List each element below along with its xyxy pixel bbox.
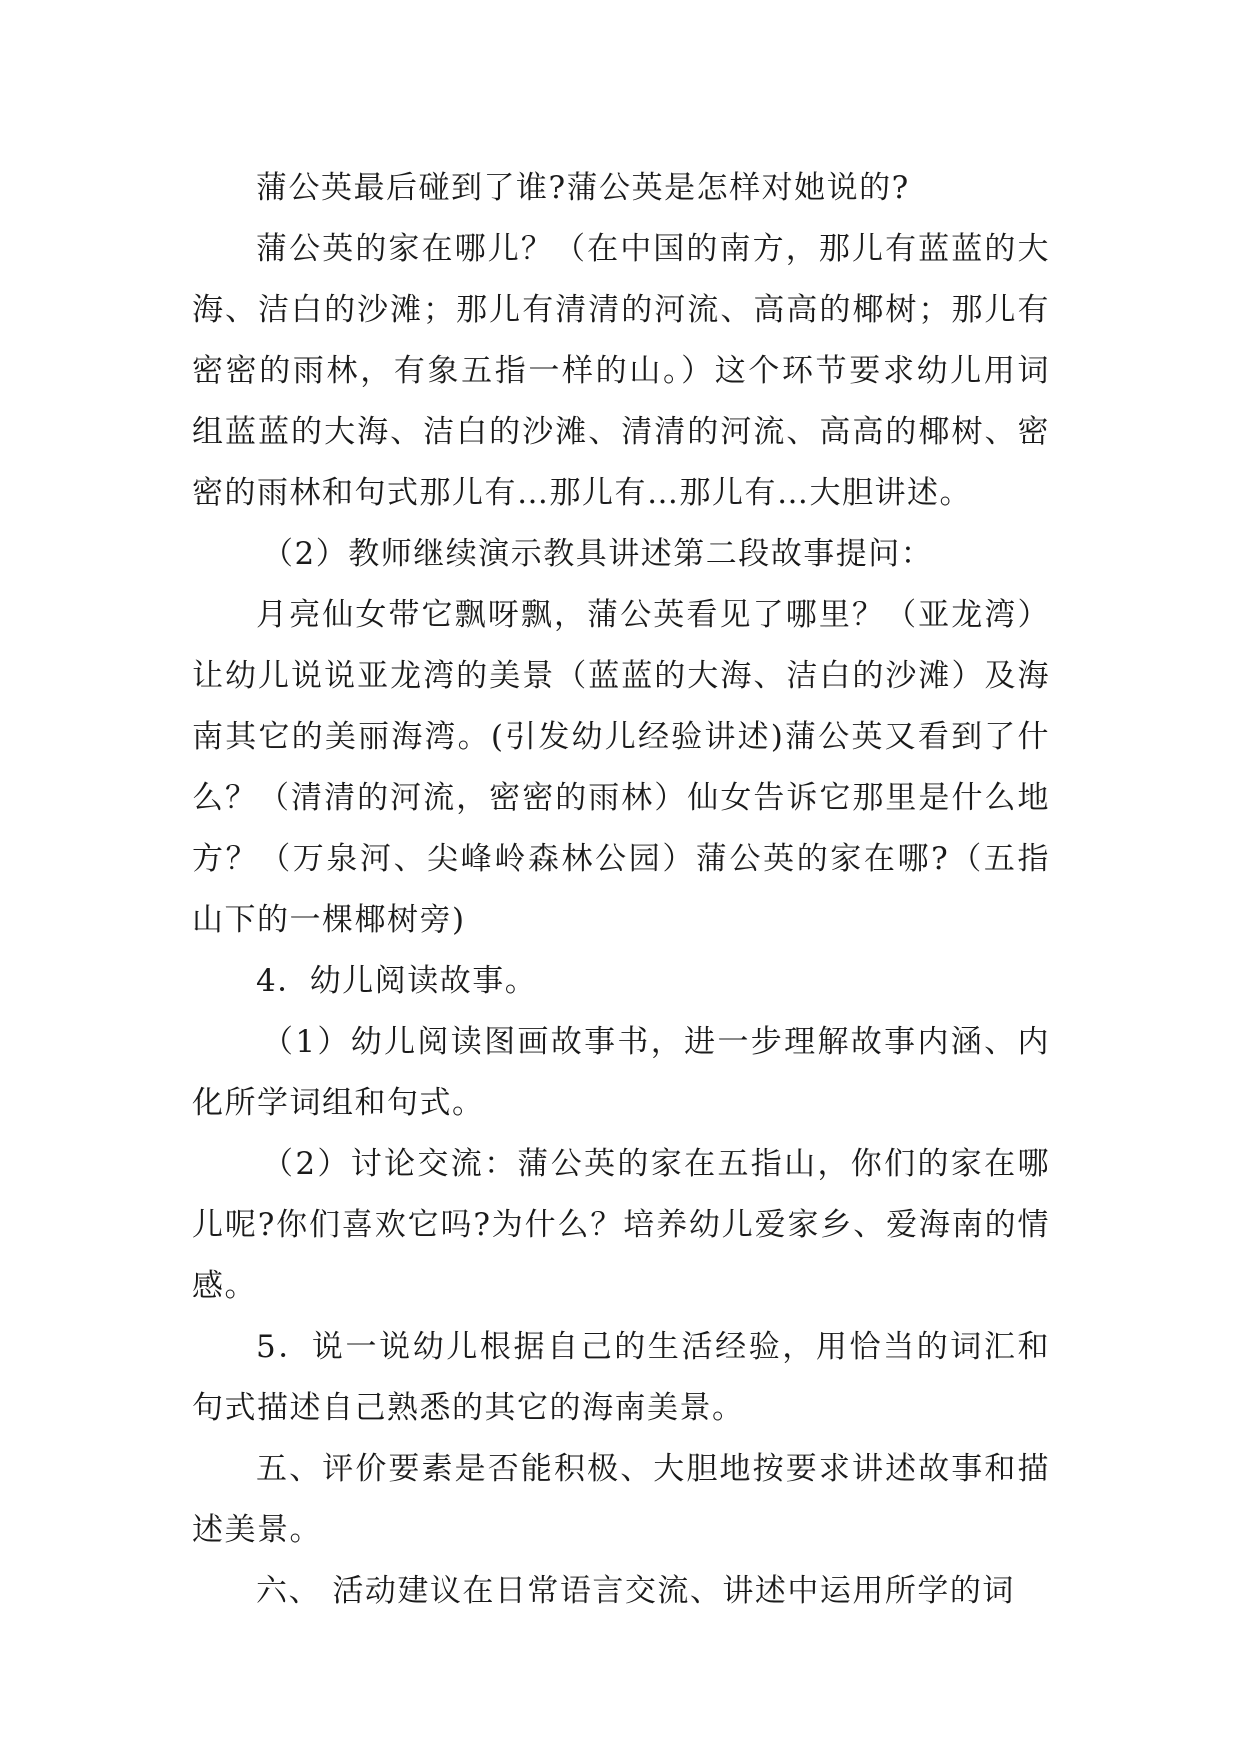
paragraph-activity-suggestion: 六、 活动建议在日常语言交流、讲述中运用所学的词 (256, 1573, 1015, 1609)
paragraph-step-4-heading: 4．幼儿阅读故事。 (256, 963, 538, 999)
paragraph-question-who: 蒲公英最后碰到了谁?蒲公英是怎样对她说的? (256, 170, 910, 206)
paragraph-step-4-1: （1）幼儿阅读图画故事书，进一步理解故事内涵、内化所学词组和句式。 (192, 1024, 1050, 1121)
paragraph-moon-fairy: 月亮仙女带它飘呀飘，蒲公英看见了哪里？（亚龙湾）让幼儿说说亚龙湾的美景（蓝蓝的大海、洁白的沙滩）及海南其它的美丽海湾。(引发幼儿经验讲述)蒲公英又看到了什么？（清清的河流，密密的雨林）仙女告诉它那里是什么地方？（万泉河、尖峰岭森林公园）蒲公英的家在哪?（五指山下的一棵椰树旁) (192, 597, 1050, 938)
paragraph-step-5: 5．说一说幼儿根据自己的生活经验，用恰当的词汇和句式描述自己熟悉的其它的海南美景。 (192, 1329, 1050, 1426)
document-body (192, 158, 1050, 1622)
paragraph-dandelion-home: 蒲公英的家在哪儿？（在中国的南方，那儿有蓝蓝的大海、洁白的沙滩；那儿有清清的河流、高高的椰树；那儿有密密的雨林，有象五指一样的山。）这个环节要求幼儿用词组蓝蓝的大海、洁白的沙滩、清清的河流、高高的椰树、密密的雨林和句式那儿有…那儿有…那儿有…大胆讲述。 (192, 231, 1050, 511)
paragraph-evaluation: 五、评价要素是否能积极、大胆地按要求讲述故事和描述美景。 (192, 1451, 1050, 1548)
paragraph-step-4-2: （2）讨论交流：蒲公英的家在五指山，你们的家在哪儿呢?你们喜欢它吗?为什么？培养幼儿爱家乡、爱海南的情感。 (192, 1146, 1050, 1304)
paragraph-step-2-teacher: （2）教师继续演示教具讲述第二段故事提问： (262, 536, 934, 572)
